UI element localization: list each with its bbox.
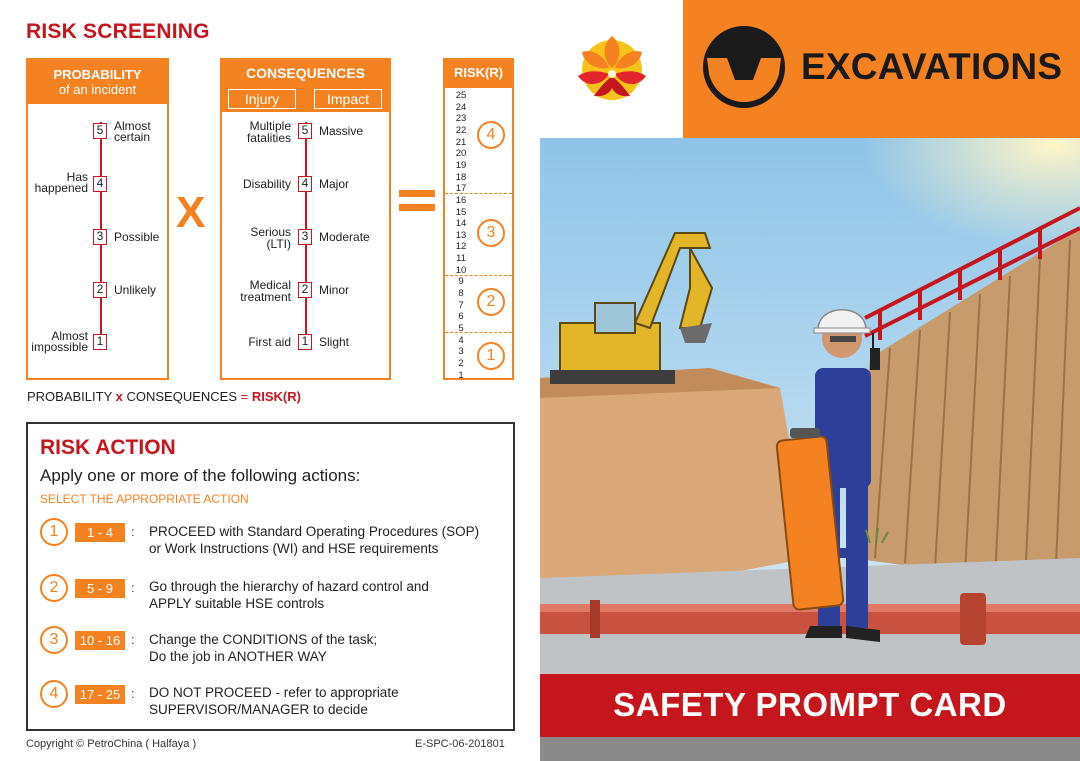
risk-band-divider — [445, 275, 512, 276]
risk-action-box — [26, 422, 515, 731]
risk-number: 16 — [455, 194, 467, 206]
consequence-impact-1: Slight — [319, 335, 350, 349]
risk-number: 19 — [455, 159, 467, 171]
risk-number: 24 — [455, 101, 467, 113]
petrochina-logo — [540, 0, 683, 138]
action-colon: : — [131, 524, 135, 539]
probability-head-subtitle: of an incident — [58, 82, 137, 97]
consequences-header — [222, 60, 389, 112]
excavation-icon — [701, 24, 787, 110]
equals-symbol — [399, 190, 435, 218]
title-area — [683, 0, 1080, 138]
risk-number: 5 — [458, 323, 464, 334]
risk-number: 25 — [455, 90, 467, 101]
risk-number: 2 — [458, 357, 464, 369]
consequence-impact-5: Massive — [319, 124, 364, 138]
risk-number: 10 — [455, 264, 467, 276]
probability-label-4b: happened — [34, 181, 88, 195]
risk-band-1: 1 — [477, 342, 505, 370]
consequence-impact-4: Major — [319, 177, 350, 191]
risk-screening-title: RISK SCREENING — [26, 20, 210, 43]
risk-number: 9 — [458, 276, 464, 288]
risk-action-title: RISK ACTION — [40, 436, 176, 459]
action-colon: : — [131, 686, 135, 701]
action-text-2b: APPLY suitable HSE controls — [149, 596, 325, 611]
risk-band-3: 3 — [477, 219, 505, 247]
risk-number: 13 — [455, 229, 467, 241]
probability-label-3: Possible — [114, 230, 160, 244]
risk-action-subtitle: Apply one or more of the following actions: — [40, 466, 361, 485]
action-number-3: 3 — [40, 626, 68, 654]
action-number-1: 1 — [40, 518, 68, 546]
probability-label-5b: certain — [114, 130, 151, 144]
action-colon: : — [131, 632, 135, 647]
risk-number: 20 — [455, 148, 467, 160]
risk-number: 7 — [458, 299, 464, 311]
banner-text: SAFETY PROMPT CARD — [613, 686, 1007, 723]
action-text-1b: or Work Instructions (WI) and HSE requirements — [149, 541, 439, 556]
risk-action-select-note: SELECT THE APPROPRIATE ACTION — [40, 492, 249, 506]
risk-number: 3 — [458, 346, 464, 358]
right-panel — [540, 0, 1080, 761]
action-colon: : — [131, 580, 135, 595]
consequence-impact-3: Moderate — [319, 230, 370, 244]
consequence-level-2: 2 — [298, 282, 312, 298]
consequence-injury-5a: Multiple — [249, 119, 291, 133]
consequences-head-title: CONSEQUENCES — [245, 65, 366, 81]
probability-head-title: PROBABILITY — [53, 67, 142, 82]
risk-number: 22 — [455, 124, 467, 136]
probability-header — [28, 60, 167, 104]
excavation-illustration — [540, 138, 1080, 674]
probability-label-5a: Almost — [114, 119, 151, 133]
consequence-injury-3a: Serious — [250, 225, 291, 239]
probability-level-3: 3 — [93, 229, 107, 245]
risk-head-title: RISK(R) — [453, 65, 504, 80]
action-text-2a: Go through the hierarchy of hazard control and — [149, 579, 429, 594]
safety-prompt-banner — [540, 674, 1080, 737]
probability-level-4: 4 — [93, 176, 107, 192]
consequence-level-4: 4 — [298, 176, 312, 192]
action-range-3: 10 - 16 — [75, 631, 125, 650]
consequence-injury-5b: fatalities — [246, 131, 291, 145]
tab-impact: Impact — [314, 89, 382, 109]
card-title: EXCAVATIONS — [801, 46, 1063, 87]
risk-header — [445, 60, 512, 88]
consequence-injury-1: First aid — [248, 335, 291, 349]
probability-label-2: Unlikely — [114, 283, 157, 297]
probability-level-5: 5 — [93, 123, 107, 139]
risk-band-2: 2 — [477, 288, 505, 316]
formula-consequences: CONSEQUENCES — [122, 389, 241, 404]
formula-times: x — [115, 389, 123, 404]
risk-number: 18 — [455, 171, 467, 183]
consequence-level-5: 5 — [298, 123, 312, 139]
copyright-text: Copyright © PetroChina ( Halfaya ) — [26, 738, 197, 750]
probability-label-1a: Almost — [51, 329, 88, 343]
probability-label-1b: impossible — [31, 340, 88, 354]
action-text-1a: PROCEED with Standard Operating Procedures (SOP) — [149, 524, 480, 539]
multiply-symbol: X — [176, 188, 206, 237]
risk-number: 1 — [458, 369, 464, 381]
action-range-1: 1 - 4 — [75, 523, 125, 542]
consequence-injury-4: Disability — [242, 177, 291, 191]
action-range-2: 5 - 9 — [75, 579, 125, 598]
action-text-3b: Do the job in ANOTHER WAY — [149, 649, 327, 664]
risk-number: 8 — [458, 288, 464, 300]
action-text-4b: SUPERVISOR/MANAGER to decide — [149, 702, 368, 717]
risk-band-4: 4 — [477, 121, 505, 149]
risk-number: 6 — [458, 311, 464, 323]
probability-label-4a: Has — [66, 170, 88, 184]
logo-area — [540, 0, 683, 138]
bottom-strip — [540, 737, 1080, 761]
tab-injury: Injury — [228, 89, 296, 109]
risk-number: 11 — [456, 253, 466, 265]
consequence-injury-2b: treatment — [240, 290, 291, 304]
probability-level-2: 2 — [93, 282, 107, 298]
formula-risk: RISK(R) — [248, 389, 301, 404]
consequence-level-1: 1 — [298, 334, 312, 350]
action-range-4: 17 - 25 — [75, 685, 125, 704]
probability-box — [26, 58, 169, 380]
action-text-4a: DO NOT PROCEED - refer to appropriate — [149, 685, 399, 700]
risk-number: 12 — [455, 241, 467, 253]
action-number-4: 4 — [40, 680, 68, 708]
action-number-2: 2 — [40, 574, 68, 602]
risk-number: 17 — [455, 183, 467, 195]
consequence-injury-3b: (LTI) — [266, 237, 291, 251]
consequence-impact-2: Minor — [319, 283, 350, 297]
risk-number: 4 — [458, 334, 464, 346]
risk-band-divider — [445, 193, 512, 194]
probability-level-1: 1 — [93, 334, 107, 350]
action-text-3a: Change the CONDITIONS of the task; — [149, 632, 378, 647]
consequence-level-3: 3 — [298, 229, 312, 245]
document-code: E-SPC-06-201801 — [415, 738, 505, 750]
risk-number: 21 — [455, 136, 467, 148]
risk-number: 14 — [455, 218, 467, 230]
formula-probability: PROBABILITY — [27, 389, 116, 404]
formula-equals: = — [240, 389, 249, 404]
consequence-injury-2a: Medical — [249, 278, 291, 292]
risk-formula — [27, 389, 301, 404]
risk-number: 15 — [455, 206, 467, 218]
risk-band-divider — [445, 332, 512, 333]
consequences-box — [220, 58, 391, 380]
risk-number: 23 — [455, 113, 467, 125]
